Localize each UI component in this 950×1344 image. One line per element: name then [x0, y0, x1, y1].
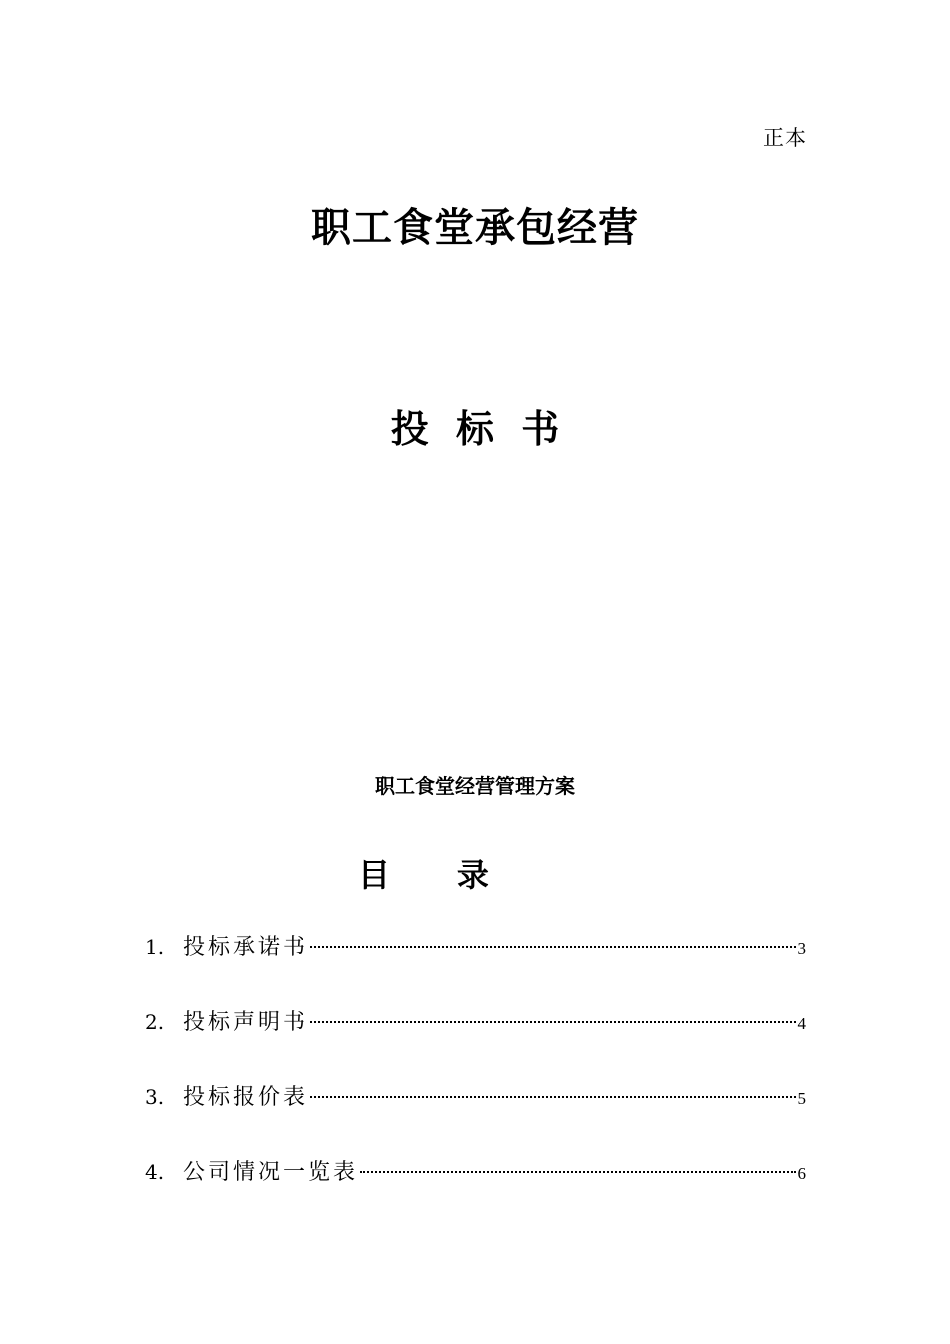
copy-mark: 正本 — [763, 126, 807, 150]
toc-entry-number: 1. — [145, 935, 165, 959]
toc-entry-1[interactable] — [145, 930, 806, 962]
toc-entry-page: 4 — [797, 1014, 806, 1033]
toc-entry-4[interactable] — [145, 1155, 806, 1187]
toc-entry-3[interactable] — [145, 1080, 806, 1112]
toc-dot-leader — [360, 1171, 795, 1173]
toc-entry-label: 投标承诺书 — [183, 935, 309, 960]
toc-dot-leader — [310, 1096, 795, 1098]
plan-title: 职工食堂经营管理方案 — [375, 774, 575, 798]
toc-entry-number: 4. — [145, 1160, 165, 1184]
toc-entry-label: 公司情况一览表 — [183, 1160, 359, 1185]
main-title: 职工食堂承包经营 — [311, 205, 639, 251]
toc-entry-2[interactable] — [145, 1005, 806, 1037]
toc-dot-leader — [310, 946, 795, 948]
document-type-title: 投 标 书 — [390, 407, 560, 451]
toc-entry-number: 3. — [145, 1085, 165, 1109]
toc-entry-page: 6 — [797, 1164, 806, 1183]
toc-entry-label: 投标声明书 — [183, 1010, 309, 1035]
toc-entry-page: 3 — [797, 939, 806, 958]
toc-heading: 目 录 — [358, 856, 489, 894]
table-of-contents — [145, 930, 806, 1230]
toc-entry-page: 5 — [797, 1089, 806, 1108]
toc-entry-number: 2. — [145, 1010, 165, 1034]
toc-entry-label: 投标报价表 — [183, 1085, 309, 1110]
toc-dot-leader — [310, 1021, 795, 1023]
